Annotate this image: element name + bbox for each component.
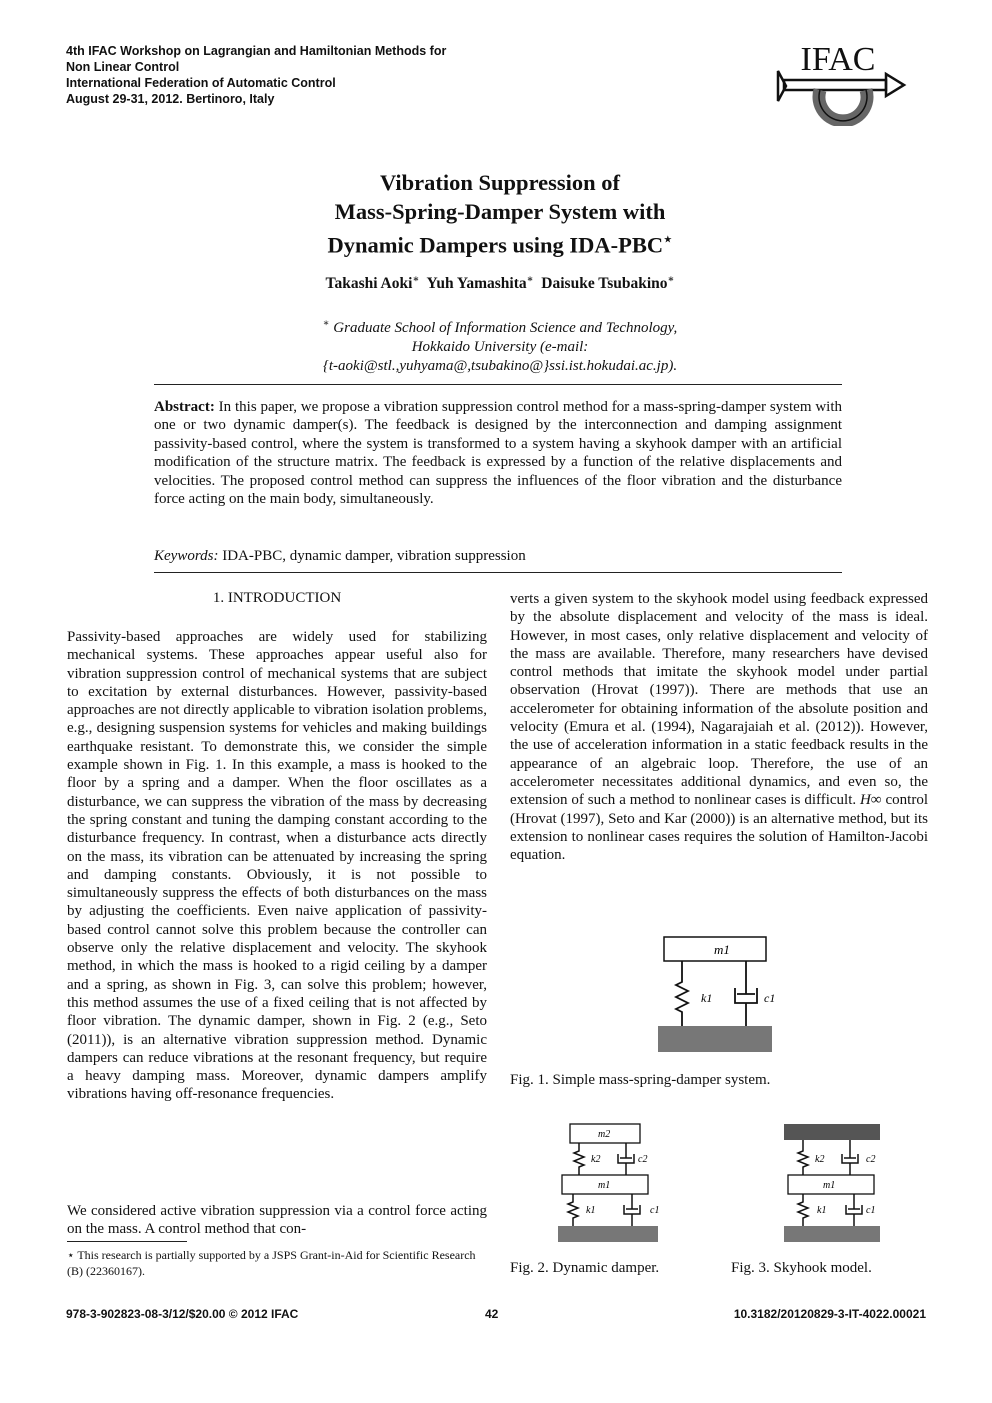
fig1-k1-label: k1 [701,991,713,1005]
fig3-ceiling [784,1124,880,1140]
footer-doi: 10.3182/20120829-3-IT-4022.00021 [733,1307,926,1321]
footnote-text: This research is partially supported by a JSPS Grant-in-Aid for Scientific Research (B) (22360167). [67,1248,476,1278]
intro-right-text-b: control (Hrovat (1997), Seto and Kar (2000)) is an alternative method, but its extension to nonlinear cases requires the solution of Hamilton-Jacobi equation. [510,792,928,864]
figure-2-caption: Fig. 2. Dynamic damper. [510,1260,660,1276]
conference-header [66,43,446,107]
author-1: Takashi Aoki [325,275,413,293]
fig1-c1-label: c1 [764,991,776,1005]
fig1-spring [676,961,688,1026]
author-list [150,274,850,293]
figure-3-caption: Fig. 3. Skyhook model. [731,1260,872,1276]
fig3-m1-label: m1 [823,1180,836,1191]
title-footnote-mark: ⋆ [663,232,673,248]
fig3-c1-label: c1 [866,1205,876,1216]
footnote-mark: ⋆ [67,1248,75,1262]
title-line-1: Vibration Suppression of [379,170,621,195]
fig3-c2-label: c2 [866,1154,876,1165]
author-2-mark: ∗ [526,274,534,285]
fig3-floor [784,1226,880,1242]
affiliation-line-2: Hokkaido University (e-mail: [411,339,589,355]
fig3-k2-label: k2 [815,1154,825,1165]
figure-3-diagram [780,1120,884,1246]
fig2-spring-lower [568,1194,578,1226]
keywords [154,548,842,565]
figure-1-diagram [650,930,780,1058]
affiliation-line-1: Graduate School of Information Science and Technology, [333,320,678,336]
title-line-2: Mass-Spring-Damper System with [334,199,666,224]
fig2-floor [558,1226,658,1242]
author-3: Daisuke Tsubakino [541,275,668,293]
abstract-top-rule [154,384,842,385]
footer-page-number: 42 [485,1307,499,1321]
abstract-text: In this paper, we propose a vibration suppression control method for a mass-spring-damper system with one or two dynamic damper(s). The feedback is designed by the interconnection and damping assignment passivity-based control, where the system is transformed to a system having a skyhook damper with an artificial modification of the structure matrix. The feedback is expressed by a function of the relative displacements and velocities. The proposed control method can suppress the influences of the floor vibration and the disturbance force acting on the main body, simultaneously. [154,399,843,508]
header-line-4: August 29-31, 2012. Bertinoro, Italy [66,92,275,106]
fig1-floor [658,1026,772,1052]
section-heading-introduction: 1. INTRODUCTION [212,590,342,606]
intro-paragraph-1: Passivity-based approaches are widely used for stabilizing mechanical systems. These approaches appear useful also for vibration suppression control of mechanical systems that are subject to excitation by external disturbances. However, passivity-based approaches are not directly applicable to vibration isolation problems, e.g., designing suspension systems for vehicles and making buildings earthquake resistant. To demonstrate this, we consider the simple example shown in Fig. 1. In this example, a mass is hooked to the floor by a spring and a damper. When the floor oscillates as a disturbance, we can suppress the vibration of the mass by decreasing the spring constant and tuning the damping constant according to the disturbance frequency. In contrast, when a disturbance acts directly on the mass, its vibration can be attenuated by increasing the spring and damping constants. Obviously, it is not possible to simultaneously suppress the effects of both disturbances on the mass by adjusting the coefficients. Even naive application of passivity-based control cannot solve this problem because the controller can observe only the relative displacement and velocity. The skyhook method, in which the mass is hooked to a rigid ceiling by a damper and a spring, as shown in Fig. 3, can solve this problem; however, this method assumes the use of a fixed ceiling that is not affected by floor vibration. The dynamic damper, shown in Fig. 2 (e.g., Seto (2011)), is an alternative vibration suppression method. Dynamic dampers can reduce vibrations at the resonant frequency, but require a heavy damping mass. Moreover, dynamic dampers amplify vibrations having off-resonance frequencies. [67,629,487,1103]
fig3-spring-upper [798,1140,808,1175]
fig3-damper-upper [842,1140,858,1175]
affiliation-mark: ∗ [322,318,330,329]
author-2: Yuh Yamashita [426,275,527,293]
ifac-logo [776,38,908,126]
fig3-damper-lower [846,1194,862,1226]
abstract [154,398,842,508]
fig2-spring-upper [574,1143,584,1175]
abstract-label: Abstract: [154,399,215,415]
fig2-m1-label: m1 [598,1180,611,1191]
fig2-c1-label: c1 [650,1205,660,1216]
fig1-damper [735,961,757,1026]
header-line-3: International Federation of Automatic Control [66,76,336,90]
author-3-mark: ∗ [667,274,675,285]
paper-title [150,168,850,260]
affiliation-line-3: {t-aoki@stl.,yuhyama@,tsubakino@}ssi.ist.hokudai.ac.jp). [322,358,678,374]
footnote [67,1248,487,1279]
fig3-spring-lower [798,1194,808,1226]
fig2-damper-lower [624,1194,640,1226]
intro-paragraph-2: We considered active vibration suppression via a control force acting on the mass. A control method that con- [67,1203,487,1238]
figure-1-caption: Fig. 1. Simple mass-spring-damper system. [510,1072,771,1088]
fig2-damper-upper [618,1143,634,1175]
footer-isbn: 978-3-902823-08-3/12/$20.00 © 2012 IFAC [66,1307,299,1321]
header-line-2: Non Linear Control [66,60,180,74]
keywords-label: Keywords: [154,548,219,564]
title-line-3: Dynamic Dampers using IDA-PBC [327,232,664,258]
footnote-rule [67,1241,187,1242]
affiliation [150,314,850,376]
intro-paragraph-right [510,590,928,864]
header-line-1: 4th IFAC Workshop on Lagrangian and Hamiltonian Methods for [66,44,447,58]
fig1-m1-label: m1 [714,942,730,957]
fig2-m2-label: m2 [598,1129,611,1140]
keywords-bottom-rule [154,572,842,573]
fig2-k1-label: k1 [586,1205,596,1216]
keywords-text: IDA-PBC, dynamic damper, vibration suppression [222,548,526,564]
intro-right-text-a: verts a given system to the skyhook model using feedback expressed by the absolute displacement and velocity of the mass is ideal. However, in most cases, only relative displacement and velocity of the mass are available. Therefore, many researchers have devised control methods that imitate the skyhook model under partial observation (Hrovat (1997)). There are methods that use an accelerometer for obtaining information of the absolute position and velocity (Emura et al. (1994), Nagarajaiah et al. (2012)). However, the use of acceleration information in a static feedback results in the appearance of an algebraic loop. Therefore, the use of an accelerometer necessitates additional dynamics, and even so, the extension of such a method to nonlinear cases is difficult. [510,591,928,809]
fig2-k2-label: k2 [591,1154,601,1165]
author-1-mark: ∗ [412,274,420,285]
fig3-k1-label: k1 [817,1205,827,1216]
fig2-c2-label: c2 [638,1154,648,1165]
logo-text: IFAC [800,41,876,78]
h-infinity-symbol: H∞ [860,792,882,809]
figure-2-diagram [556,1120,662,1246]
